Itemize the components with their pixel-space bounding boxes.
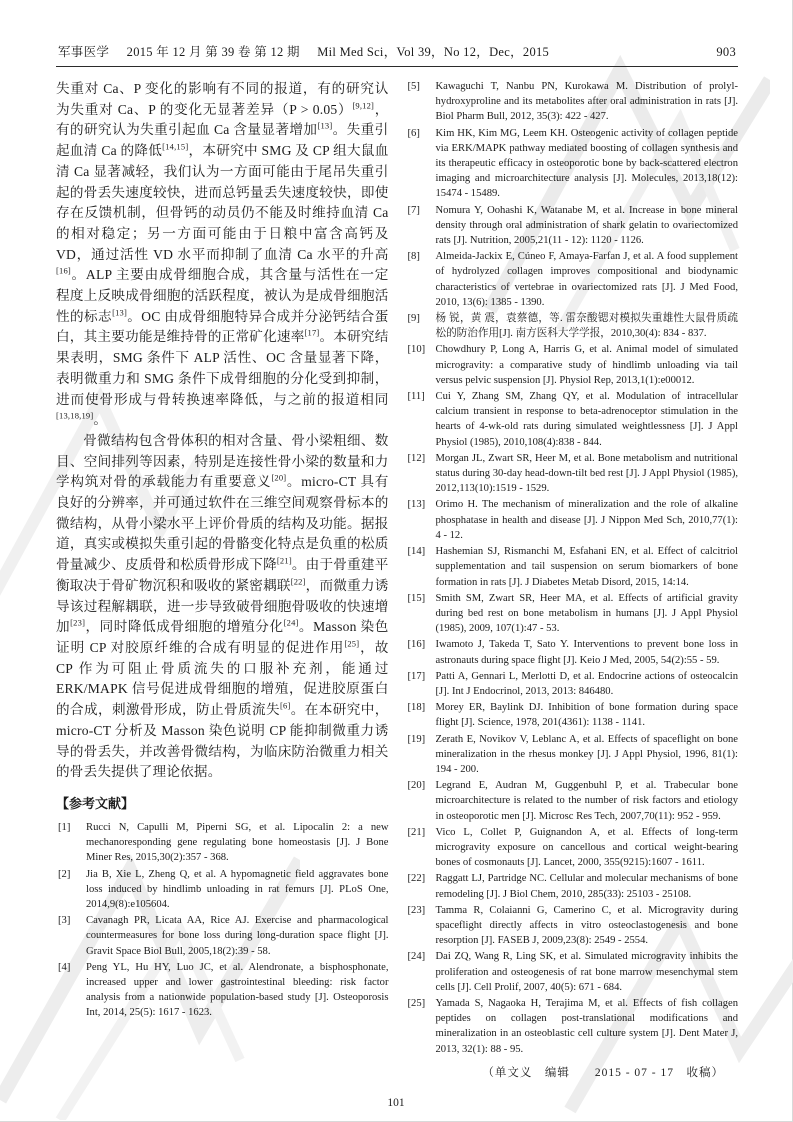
body-paragraph: 失重对 Ca、P 变化的影响有不同的报道，有的研究认为失重对 Ca、P 的变化无显著差异（P > 0.05）[9,12]，有的研究认为失重引起血 Ca 含量显著增加[13]。失重引起血清 Ca 的降低[14,15]，本研究中 SMG 及 CP 组大鼠血清 Ca 显著减轻，我们认为一方面可能由于尾吊失重引起的骨丢失速度较快，进而总钙量丢失速度较快，即使存在反馈机制，但骨钙的动员仍不能及时维持血清 Ca 的相对稳定；另一方面可能由于日粮中富含高钙及 VD，通过活性 VD 水平而抑制了血清 Ca 水平的升高[16]。ALP 主要由成骨细胞合成，其含量与活性在一定程度上反映成骨细胞的活跃程度，被认为是成骨细胞活性的标志[13]。OC 由成骨细胞特异合成并分泌钙结合蛋白，其主要功能是维持骨的正常矿化速率[17]。本研究结果表明，SMG 条件下 ALP 活性、OC 含量显著下降，表明微重力和 SMG 条件下成骨细胞的分化受到抑制，进而使骨形成与骨转换速率降低，与之前的报道相同[13,18,19]。 (56, 81, 389, 428)
reference-number: [1] (58, 821, 71, 833)
page-header (56, 42, 738, 66)
reference-text: Orimo H. The mechanism of mineralization and the role of alkaline phosphatase in health and disease [J]. J Nippon Med Sch, 2010,77(1): 4 - 12. (435, 499, 738, 541)
reference-text: Tamma R, Colaianni G, Camerino C, et al. Microgravity during spaceflight directly affects in vitro osteoclastogenesis and bone resorption [J]. FASEB J, 2009,23(8): 2549 - 2554. (435, 904, 738, 947)
reference-item (406, 126, 739, 202)
reference-number: [19] (407, 733, 426, 745)
reference-text: Legrand E, Audran M, Guggenbuhl P, et al. Trabecular bone microarchitecture is related to the number of risk factors and etiology in osteoporotic men [J]. Microsc Res Tech, 2007,70(11): 952 - 959. (435, 780, 738, 822)
reference-item (406, 544, 739, 590)
reference-text: Cavanagh PR, Licata AA, Rice AJ. Exercise and pharmacological countermeasures for bone loss during long-duration space flight [J]. Gravit Space Biol Bull, 2005,18(2):39 - 58. (86, 915, 389, 957)
reference-text: 杨 锐，黄 震，袁蔡德，等. 雷奈酸锶对模拟失重雄性大鼠骨质疏松的防治作用[J]. 南方医科大学学报，2010,30(4): 834 - 837. (435, 313, 738, 340)
reference-number: [14] (407, 546, 426, 558)
reference-number: [7] (407, 204, 420, 216)
reference-text: Dai ZQ, Wang R, Ling SK, et al. Simulated microgravity inhibits the proliferation and osteogenesis of rat bone marrow mesenchymal stem cells [J]. Cell Prolif, 2007, 40(5): 671 - 684. (435, 951, 738, 993)
reference-item (406, 949, 739, 995)
body-paragraphs (56, 79, 389, 783)
reference-number: [13] (407, 499, 426, 511)
reference-text: Cui Y, Zhang SM, Zhang QY, et al. Modulation of intracellular calcium transient in response to beta-adrenoceptor stimulation in the hearts of 4-wk-old rats during simulated weightlessness [J]. J Appl Physiol (1985), 2010,108(4):838 - 844. (435, 391, 738, 448)
reference-item (406, 591, 739, 637)
reference-item (56, 960, 389, 1021)
journal-title-cn: 军事医学 (58, 45, 110, 59)
reference-text: Morey ER, Baylink DJ. Inhibition of bone formation during space flight [J]. Science, 1978, 201(4361): 1138 - 1141. (435, 702, 738, 729)
header-page-number: 903 (716, 45, 736, 59)
citation-superscript: [6] (279, 700, 291, 711)
reference-item (406, 825, 739, 871)
reference-number: [25] (407, 997, 426, 1009)
reference-item (406, 637, 739, 667)
reference-item (406, 732, 739, 778)
body-paragraph: 骨微结构包含骨体积的相对含量、骨小梁粗细、数目、空间排列等因素，特别是连接性骨小梁的数量和力学构筑对骨的承载能力有重要意义[20]。micro-CT 具有良好的分辨率，并可通过软件在三维空间观察骨标本的微结构，从骨小梁水平上评价骨质的结构及功能。据报道，真实或模拟失重引起的骨骼变化特点是负重的松质骨量减少、皮质骨和松质骨形成下降[21]。由于骨重建平衡取决于骨矿物沉积和吸收的紧密耦联[22]，而微重力诱导该过程解耦联，进一步导致破骨细胞骨吸收的快速增加[23]，同时降低成骨细胞的增殖分化[24]。Masson 染色证明 CP 对胶原纤维的合成有明显的促进作用[25]，故 CP 作为可阻止骨质流失的口服补充剂，能通过 ERK/MAPK 信号促进成骨细胞的增殖，促进胶原蛋白的合成，刺激骨形成，防止骨质流失[6]。在本研究中，micro-CT 分析及 Masson 染色说明 CP 能抑制微重力诱导的骨丢失，并改善骨微结构，为临床防治微重力相关的骨丢失提供了理论依据。 (56, 432, 389, 780)
reference-text: Yamada S, Nagaoka H, Terajima M, et al. Effects of fish collagen peptides on collagen post-translational modifications and mineralization in an osteoblastic cell culture system [J]. Dent Mater J, 2013, 32(1): 88 - 95. (435, 997, 738, 1055)
running-head (58, 42, 563, 60)
reference-text: Kawaguchi T, Nanbu PN, Kurokawa M. Distribution of prolyl-hydroxyproline and its metabolites after oral administration in rats [J]. Biol Pharm Bull, 2012, 35(3): 422 - 427. (435, 81, 738, 123)
reference-text: Patti A, Gennari L, Merlotti D, et al. Endocrine actions of osteocalcin [J]. Int J Endocrinol, 2013, 2013: 846480. (435, 670, 738, 697)
reference-number: [12] (407, 452, 426, 464)
citation-superscript: [23] (70, 617, 86, 628)
citation-superscript: [21] (276, 555, 292, 566)
reference-number: [18] (407, 702, 426, 714)
reference-item (406, 497, 739, 543)
reference-item (406, 669, 739, 699)
references-list-right (406, 79, 739, 1057)
reference-item (406, 996, 739, 1057)
reference-number: [2] (58, 868, 71, 880)
issue-info-cn: 2015 年 12 月 第 39 卷 第 12 期 (126, 45, 300, 59)
reference-number: [10] (407, 344, 426, 356)
citation-superscript: [17] (304, 327, 320, 338)
reference-text: Almeida-Jackix E, Cúneo F, Amaya-Farfan J, et al. A food supplement of hydrolyzed collagen improves compositional and biodynamic characteristics of vertebrae in ovariectomized rats [J]. J Med Food, 2010, 13(6): 1385 - 1390. (435, 251, 738, 308)
reference-text: Iwamoto J, Takeda T, Sato Y. Interventions to prevent bone loss in astronauts during space flight [J]. Keio J Med, 2005, 54(2):55 - 59. (435, 639, 738, 666)
reference-text: Peng YL, Hu HY, Luo JC, et al. Alendronate, a bisphosphonate, increased upper and lower gastrointestinal bleeding: risk factor analysis from a nationwide population-based study [J]. Osteoporosis Int, 2014, 25(5): 1617 - 1623. (86, 961, 389, 1019)
reference-item (406, 203, 739, 249)
reference-number: [22] (407, 873, 426, 885)
reference-number: [21] (407, 826, 426, 838)
reference-number: [24] (407, 951, 426, 963)
reference-number: [4] (58, 961, 71, 973)
citation-superscript: [13,18,19] (56, 410, 94, 421)
reference-text: Zerath E, Novikov V, Leblanc A, et al. Effects of spaceflight on bone mineralization in the rhesus monkey [J]. J Appl Physiol, 1996, 81(1): 194 - 200. (435, 733, 738, 775)
reference-item (406, 311, 739, 341)
reference-item (56, 867, 389, 913)
reference-number: [16] (407, 639, 426, 651)
reference-text: Smith SM, Zwart SR, Heer MA, et al. Effects of artificial gravity during bed rest on bone metabolism in humans [J]. J Appl Physiol (1985), 2009, 107(1):47 - 53. (435, 592, 738, 635)
reference-number: [3] (58, 915, 71, 927)
citation-superscript: [14,15] (162, 141, 189, 152)
article-body (56, 79, 738, 1080)
reference-number: [9] (407, 313, 420, 325)
reference-item (406, 778, 739, 824)
reference-number: [23] (407, 904, 426, 916)
references-list-left (56, 820, 389, 1021)
reference-item (56, 913, 389, 959)
citation-superscript: [13] (112, 307, 128, 318)
reference-text: Nomura Y, Oohashi K, Watanabe M, et al. Increase in bone mineral density through oral administration of shark gelatin to ovariectomized rats [J]. Nutrition, 2005,21(11 - 12): 1120 - 1126. (435, 204, 738, 247)
reference-item (406, 249, 739, 310)
reference-number: [6] (407, 127, 420, 139)
footer-page-number: 101 (387, 1097, 405, 1109)
citation-superscript: [13] (317, 120, 333, 131)
reference-number: [17] (407, 670, 426, 682)
reference-text: Kim HK, Kim MG, Leem KH. Osteogenic activity of collagen peptide via ERK/MAPK pathway mediated boosting of collagen synthesis and its therapeutic efficacy in osteoporotic bone by back-scattered electron imaging and microarchitecture analysis [J]. Molecules, 2013,18(12): 15474 - 15489. (435, 127, 738, 200)
citation-superscript: [20] (271, 472, 287, 483)
reference-item (406, 79, 739, 125)
reference-number: [11] (407, 391, 425, 403)
reference-text: Chowdhury P, Long A, Harris G, et al. Animal model of simulated microgravity: a comparative study of hindlimb unloading via tail versus pelvic suspension [J]. Physiol Rep, 2013,1(1):e00012. (435, 344, 738, 386)
reference-item (406, 389, 739, 450)
reference-text: Vico L, Collet P, Guignandon A, et al. Effects of long-term microgravity exposure on cancellous and cortical weight-bearing bones of cosmonauts [J]. Lancet, 2000, 355(9215):1607 - 1611. (435, 826, 738, 869)
reference-number: [5] (407, 81, 420, 92)
reference-text: Rucci N, Capulli M, Piperni SG, et al. Lipocalin 2: a new mechanoresponding gene regulating bone homeostasis [J]. J Bone Miner Res, 2015,30(2):357 - 368. (86, 821, 389, 864)
journal-title-en: Mil Med Sci，Vol 39，No 12，Dec，2015 (317, 45, 550, 59)
citation-superscript: [16] (56, 265, 71, 276)
editor-note: （单文义 编辑 2015 - 07 - 17 收稿） (482, 1066, 724, 1079)
reference-text: Morgan JL, Zwart SR, Heer M, et al. Bone metabolism and nutritional status during 30-day head-down-tilt bed rest [J]. J Appl Physiol (1985), 2012,113(10):1519 - 1529. (435, 452, 738, 495)
reference-number: [15] (407, 592, 426, 604)
references-heading: 【参考文献】 (56, 795, 135, 811)
citation-superscript: [24] (283, 617, 299, 628)
header-rule (56, 66, 738, 67)
reference-item (406, 342, 739, 388)
reference-number: [8] (407, 251, 420, 263)
citation-superscript: [25] (344, 638, 360, 649)
reference-item (406, 871, 739, 901)
reference-item (406, 700, 739, 730)
reference-item (406, 451, 739, 497)
citation-superscript: [22] (290, 576, 306, 587)
right-column (406, 79, 739, 1080)
citation-superscript: [9,12] (352, 100, 375, 111)
reference-item (406, 903, 739, 949)
reference-text: Raggatt LJ, Partridge NC. Cellular and molecular mechanisms of bone remodeling [J]. J Biol Chem, 2010, 285(33): 25103 - 25108. (435, 873, 738, 900)
page-footer (0, 1097, 792, 1109)
reference-item (56, 820, 389, 866)
reference-text: Jia B, Xie L, Zheng Q, et al. A hypomagnetic field aggravates bone loss induced by hindlimb unloading in rat femurs [J]. PLoS One, 2014,9(8):e105604. (86, 868, 389, 910)
reference-text: Hashemian SJ, Rismanchi M, Esfahani EN, et al. Effect of calcitriol supplementation and tail suspension on serum biomarkers of bone formation in rats [J]. J Diabetes Metab Disord, 2015, 14:14. (435, 546, 738, 588)
left-column (56, 79, 389, 1080)
reference-number: [20] (407, 780, 426, 792)
